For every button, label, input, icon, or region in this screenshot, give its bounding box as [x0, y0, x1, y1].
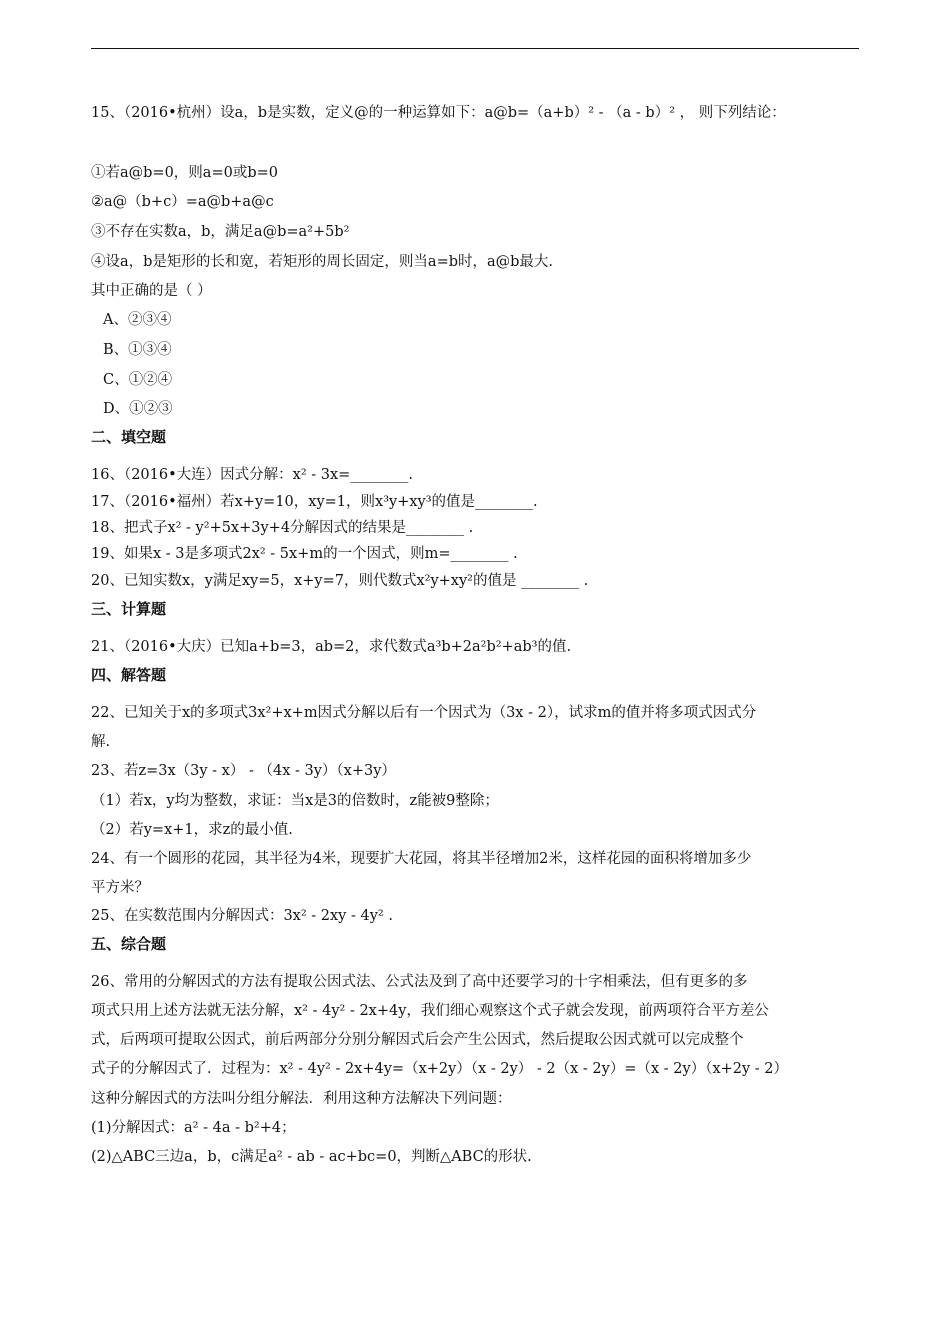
q18: 18、把式子x² - y²+5x+3y+4分解因式的结果是________ .: [91, 520, 474, 536]
q15-statement-3: ③不存在实数a，b，满足a@b=a²+5b²: [91, 224, 350, 240]
q17: 17、（2016•福州）若x+y=10，xy=1，则x³y+xy³的值是________.: [91, 494, 538, 510]
q23-part-1: （1）若x，y均为整数，求证：当x是3的倍数时，z能被9整除；: [91, 793, 499, 809]
q24-line-2: 平方米？: [91, 880, 149, 896]
q26-line-3: 式，后两项可提取公因式，前后两部分分别分解因式后会产生公因式，然后提取公因式就可以完成整个: [91, 1032, 744, 1048]
q22-line-1: 22、已知关于x的多项式3x²+x+m因式分解以后有一个因式为（3x - 2），试求m的值并将多项式因式分: [91, 705, 757, 721]
q21: 21、（2016•大庆）已知a+b=3，ab=2，求代数式a³b+2a²b²+ab³的值.: [91, 639, 572, 655]
section-heading-comprehensive: 五、综合题: [91, 935, 167, 953]
q15-ask: 其中正确的是（ ）: [91, 283, 212, 299]
q26-line-4: 式子的分解因式了．过程为：x² - 4y² - 2x+4y=（x+2y）（x - 2y） - 2（x - 2y）=（x - 2y）（x+2y - 2）: [91, 1061, 789, 1077]
section-heading-calculation: 三、计算题: [91, 600, 167, 618]
q15-statement-4: ④设a，b是矩形的长和宽，若矩形的周长固定，则当a=b时，a@b最大.: [91, 254, 554, 270]
q15-option-b: B、①③④: [103, 342, 172, 358]
q19: 19、如果x - 3是多项式2x² - 5x+m的一个因式，则m=________ .: [91, 546, 518, 562]
section-heading-answer: 四、解答题: [91, 666, 167, 684]
q26-part-1: (1)分解因式：a² - 4a - b²+4；: [91, 1120, 296, 1136]
q15-option-d: D、①②③: [103, 401, 173, 417]
q23: 23、若z=3x（3y - x） - （4x - 3y）（x+3y）: [91, 763, 396, 779]
q22-line-2: 解.: [91, 734, 111, 750]
q26-line-1: 26、常用的分解因式的方法有提取公因式法、公式法及到了高中还要学习的十字相乘法，但有更多的多: [91, 974, 748, 990]
q15-option-c: C、①②④: [103, 372, 173, 388]
q24-line-1: 24、有一个圆形的花园，其半径为4米，现要扩大花园，将其半径增加2米，这样花园的面积将增加多少: [91, 851, 752, 867]
q15-option-a: A、②③④: [103, 312, 172, 328]
header-rule: [91, 48, 859, 49]
q15-stem: 15、（2016•杭州）设a，b是实数，定义@的一种运算如下：a@b=（a+b）² - （a - b）² ， 则下列结论：: [91, 105, 786, 121]
q26-part-2: (2)△ABC三边a，b，c满足a² - ab - ac+bc=0，判断△ABC的形状.: [91, 1149, 532, 1165]
q15-statement-2: ②a@（b+c）=a@b+a@c: [91, 194, 274, 210]
q25: 25、在实数范围内分解因式：3x² - 2xy - 4y² .: [91, 908, 393, 924]
q15-statement-1: ①若a@b=0，则a=0或b=0: [91, 165, 278, 181]
section-heading-fill-blank: 二、填空题: [91, 428, 167, 446]
q16: 16、（2016•大连）因式分解：x² - 3x=________.: [91, 467, 413, 483]
q20: 20、已知实数x，y满足xy=5，x+y=7，则代数式x²y+xy²的值是 ________ .: [91, 573, 589, 589]
q26-line-5: 这种分解因式的方法叫分组分解法．利用这种方法解决下列问题：: [91, 1091, 512, 1107]
q23-part-2: （2）若y=x+1，求z的最小值.: [91, 822, 293, 838]
q26-line-2: 项式只用上述方法就无法分解，x² - 4y² - 2x+4y，我们细心观察这个式子就会发现，前两项符合平方差公: [91, 1003, 769, 1019]
